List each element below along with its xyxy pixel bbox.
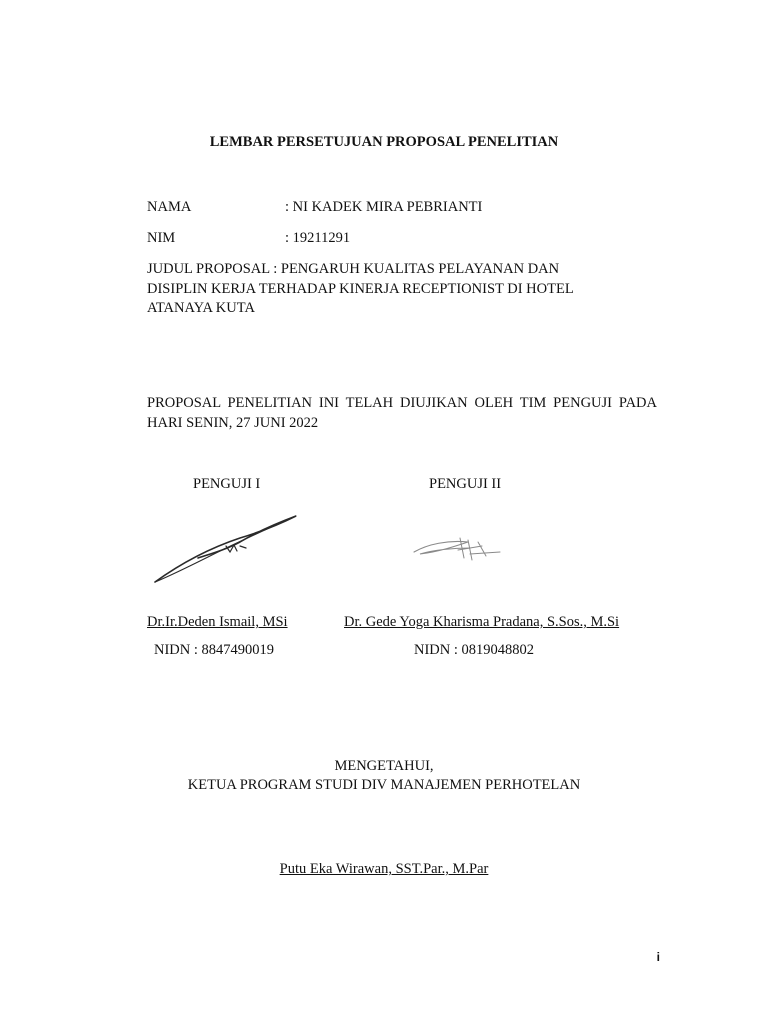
document-title: LEMBAR PERSETUJUAN PROPOSAL PENELITIAN [209,134,559,150]
signature-penguji-2 [408,528,508,568]
judul-line-1: JUDUL PROPOSAL : PENGARUH KUALITAS PELAYANAN DAN [147,261,560,277]
penguji-1-nidn: NIDN : 8847490019 [154,642,275,658]
judul-line-3: ATANAYA KUTA [147,300,255,316]
nim-label: NIM [147,230,176,246]
approval-line-2: KETUA PROGRAM STUDI DIV MANAJEMEN PERHOTELAN [187,777,581,793]
program-head-name: Putu Eka Wirawan, SST.Par., M.Par [279,861,489,877]
page-number: i [656,950,660,964]
penguji-2-name: Dr. Gede Yoga Kharisma Pradana, S.Sos., M.Si [344,614,620,630]
penguji-1-label: PENGUJI I [193,476,261,492]
penguji-1-name: Dr.Ir.Deden Ismail, MSi [147,614,288,630]
approval-line-1: MENGETAHUI, [334,758,434,774]
penguji-2-label: PENGUJI II [429,476,502,492]
signature-penguji-1 [140,506,315,590]
nama-value: : NI KADEK MIRA PEBRIANTI [285,199,483,215]
nim-value: : 19211291 [285,230,351,246]
nama-label: NAMA [147,199,192,215]
examination-statement: PROPOSAL PENELITIAN INI TELAH DIUJIKAN OLEH TIM PENGUJI PADA HARI SENIN, 27 JUNI 2022 [147,395,657,431]
judul-line-2: DISIPLIN KERJA TERHADAP KINERJA RECEPTIONIST DI HOTEL [147,281,574,297]
penguji-2-nidn: NIDN : 0819048802 [414,642,535,658]
head-name-wrap [0,861,768,878]
